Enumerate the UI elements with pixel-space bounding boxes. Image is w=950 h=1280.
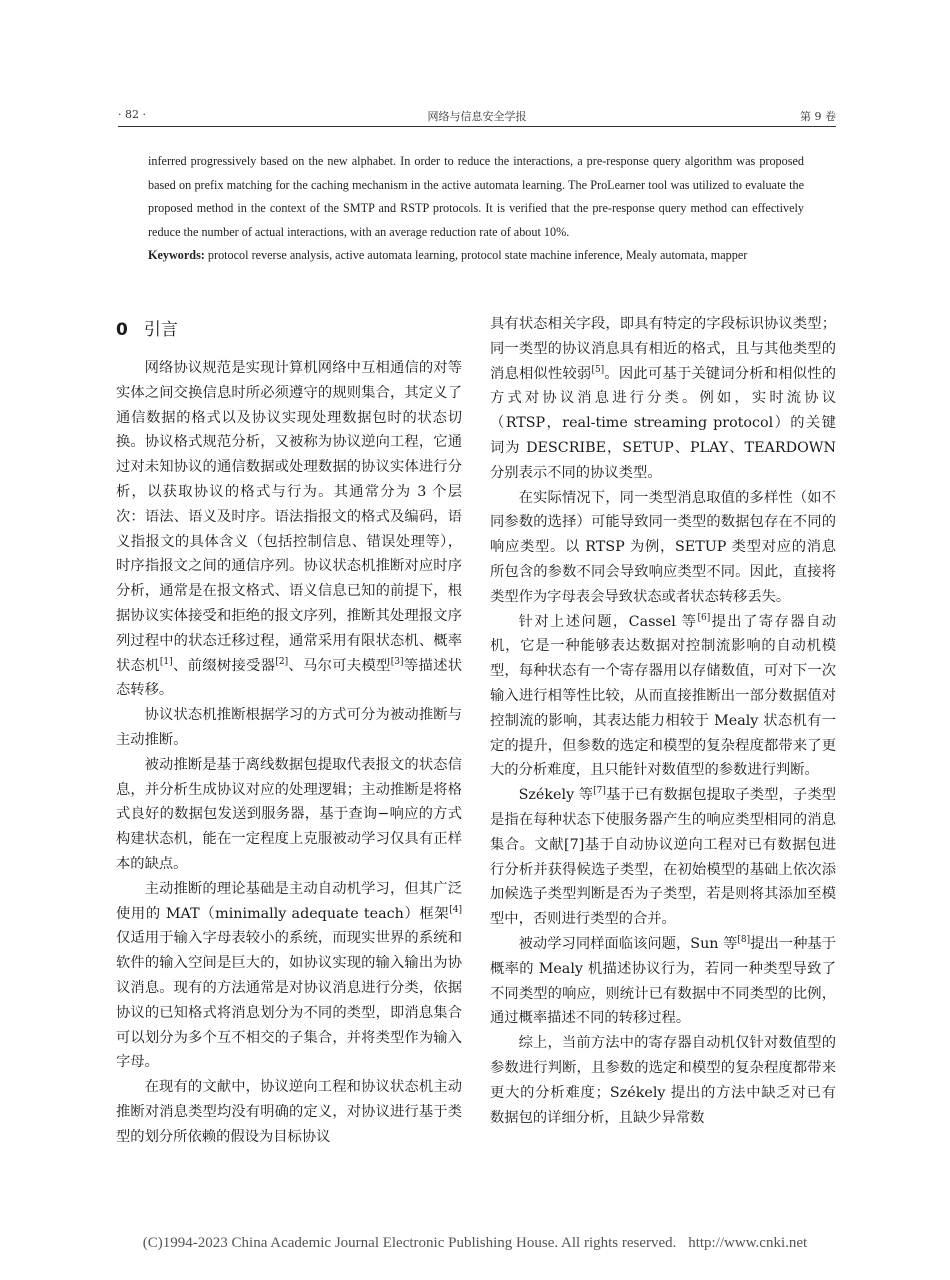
text-run: 、马尔可夫模型 [288,657,391,674]
citation[interactable]: [1] [159,656,173,667]
section-number: 0 [116,320,128,340]
text-run: 针对上述问题，Cassel 等 [518,613,698,630]
citation[interactable]: [6] [697,612,711,623]
paragraph: 综上，当前方法中的寄存器自动机仅针对数值型的参数进行判断，且参数的选定和模型的复杂程度都带来更大的分析难度；Székely 提出的方法中缺乏对已有数据包的详细分析，且缺少异常数 [490,1035,836,1126]
text-run: 被动学习同样面临该问题，Sun 等 [518,935,738,952]
text-run: Székely 等 [518,787,594,804]
left-column [116,312,462,1150]
text-run: 基于已有数据包提取子类型，子类型是指在每种状态下使服务器产生的响应类型相同的消息集合。文献[7]基于自动协议逆向工程对已有数据包进行分析并获得候选子类型，在初始模型的基础上依次添加候选子类型判断是否为子类型，若是则将其添加至模型中，否则进行类型的合并。 [490,787,837,928]
text-run: 网络协议规范是实现计算机网络中互相通信的对等实体之间交换信息时所必须遵守的规则集合，其定义了通信数据的格式以及协议实现处理数据包时的状态切换。协议格式规范分析，又被称为协议逆向工程，它通过对未知协议的通信数据或处理数据的协议实体进行分析，以获取协议的格式与行为。其通常分为 3 个层次：语法、语义及时序。语法指报文的格式及编码，语义指报文的具体含义（包括控制信息、错误处理等），时序指报文之间的通信序列。协议状态机推断对应时序分析，通常是在报文格式、语义信息已知的前提下，根据协议实体接受和拒绝的报文序列，推断其处理报文序列过程中的状态迁移过程，通常采用有限状态机、概率状态机 [116,360,462,674]
running-header [118,108,836,124]
header-rule [118,126,836,127]
abstract-text: inferred progressively based on the new alphabet. In order to reduce the interactions, a pre-response query algorithm was proposed based on prefix matching for the caching mechanism in the active automata learning. The ProLearner tool was utilized to evaluate the proposed method in the context of the SMTP and RSTP protocols. It is verified that the pre-response query method can effectively reduce the number of actual interactions, with an average reduction rate of about 10%. [148,154,804,239]
citation[interactable]: [3] [390,656,404,667]
paragraph [116,877,462,1075]
text-run: 提出了寄存器自动机，它是一种能够表达数据对控制流影响的自动机模型，每种状态有一个寄存器用以存储数值，可对下一次输入进行相等性比较，从而直接推断出一部分数据值对控制流的影响，其表达能力相较于 Mealy 状态机有一定的提升，但参数的选定和模型的复杂程度都带来了更大的分析难度，且只能针对数值型的参数进行判断。 [490,613,837,779]
section-title: 引言 [143,320,178,340]
page-number: · 82 · [118,108,146,121]
text-run: 主动推断的理论基础是主动自动机学习，但其广泛使用的 MAT（minimally adequate teach）框架 [116,880,462,922]
abstract-block [148,150,804,268]
keywords-line [148,244,804,268]
citation[interactable]: [7] [593,786,606,797]
right-column [490,312,836,1130]
paragraph [490,610,836,784]
paragraph [490,312,836,486]
paragraph [490,932,836,1031]
citation[interactable]: [2] [275,656,289,667]
text-run: 提出一种基于概率的 Mealy 机描述协议行为，若同一种类型导致了不同类型的响应，则统计已有数据中不同类型的比例，通过概率描述不同的转移过程。 [490,935,836,1027]
paragraph: 在实际情况下，同一类型消息取值的多样性（如不同参数的选择）可能导致同一类型的数据包存在不同的响应类型。以 RTSP 为例，SETUP 类型对应的消息所包含的参数不同会导致响应类型不同。因此，直接将类型作为字母表会导致状态或者状态转移丢失。 [490,489,836,605]
paragraph [490,783,836,932]
journal-name: 网络与信息安全学报 [427,110,527,123]
copyright-text: (C)1994-2023 China Academic Journal Electronic Publishing House. All rights reserved. [142,1235,677,1251]
paragraph: 协议状态机推断根据学习的方式可分为被动推断与主动推断。 [116,707,462,748]
text-run: 具有状态相关字段，即具有特定的字段标识协议类型；同一类型的协议消息具有相近的格式，且与其他类型的消息相似性较弱 [490,316,836,382]
text-run: 等描述状态转移。 [116,657,463,699]
citation[interactable]: [8] [737,935,751,946]
paragraph: 在现有的文献中，协议逆向工程和协议状态机主动推断对消息类型均没有明确的定义，对协议进行基于类型的划分所依赖的假设为目标协议 [116,1079,462,1145]
citation[interactable]: [4] [449,904,462,915]
citation[interactable]: [5] [591,364,605,375]
volume-number: 第 9 卷 [800,110,836,123]
text-run: 。因此可基于关键词分析和相似性的方式对协议消息进行分类。例如，实时流协议（RTSP，real-time streaming protocol）的关键词为 DESCRIBE，SETUP、PLAY、TEARDOWN 分别表示不同的协议类型。 [490,365,837,481]
copyright-footer [0,1235,950,1252]
paragraph [116,356,462,703]
keywords-label: Keywords: [148,248,205,262]
text-run: 仅适用于输入字母表较小的系统，而现实世界的系统和软件的输入空间是巨大的，如协议实现的输入输出为协议消息。现有的方法通常是对协议消息进行分类，依据协议的已知格式将消息划分为不同的类型，即消息集合可以划分为多个互不相交的子集合，并将类型作为输入字母。 [116,930,462,1071]
section-heading [116,312,462,356]
text-run: 、前缀树接受器 [172,657,276,674]
keywords-text: protocol reverse analysis, active automata learning, protocol state machine inference, Mealy automata, mapper [207,248,748,262]
cnki-link[interactable]: http://www.cnki.net [688,1235,808,1251]
paragraph: 被动推断是基于离线数据包提取代表报文的状态信息，并分析生成协议对应的处理逻辑；主动推断是将格式良好的数据包发送到服务器，基于查询−响应的方式构建状态机，能在一定程度上克服被动学习仅具有正样本的缺点。 [116,756,462,872]
